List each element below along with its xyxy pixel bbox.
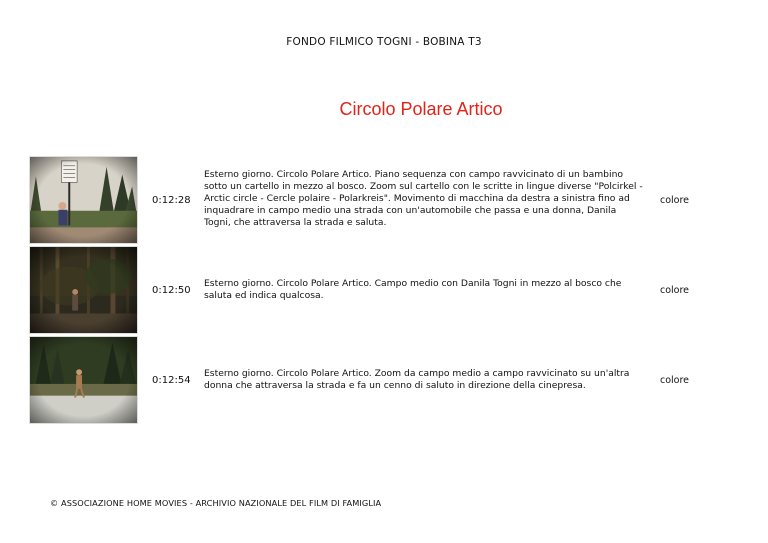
page-title: Circolo Polare Artico [339, 99, 503, 119]
shot-timecode-1: 0:12:28 [152, 195, 191, 206]
shot-description-1: Esterno giorno. Circolo Polare Artico. Piano sequenza con campo ravvicinato di un bambino sotto un cartello in mezzo al bosco. Zoom sul cartello con le scritte in lingue diverse "Polcirkel - Arctic circle - Cercle polaire - Polarkreis". Movimento di macchina da destra a sinistra fino ad inquadrare in campo medio una strada con un'automobile che passa e una donna, Danila Togni, che attraversa la strada e saluta. [204, 169, 643, 228]
copyright-footer: © ASSOCIAZIONE HOME MOVIES - ARCHIVIO NAZIONALE DEL FILM DI FAMIGLIA [50, 498, 382, 508]
shot-color-2: colore [660, 285, 690, 296]
reel-header: FONDO FILMICO TOGNI - BOBINA T3 [286, 36, 482, 48]
shot-color-3: colore [660, 375, 690, 386]
shot-description-2: Esterno giorno. Circolo Polare Artico. Campo medio con Danila Togni in mezzo al bosco che saluta ed indica qualcosa. [204, 278, 622, 301]
shot-thumbnail-3 [29, 336, 138, 424]
shot-description-3: Esterno giorno. Circolo Polare Artico. Zoom da campo medio a campo ravvicinato su un'altra donna che attraversa la strada e fa un cenno di saluto in direzione della cinepresa. [204, 368, 630, 391]
shot-row-3 [0, 336, 768, 424]
shot-color-1: colore [660, 195, 690, 206]
shot-row-1 [0, 156, 768, 244]
shot-thumbnail-1 [29, 156, 138, 244]
shot-timecode-3: 0:12:54 [152, 375, 191, 386]
shot-thumbnail-2 [29, 246, 138, 334]
shot-timecode-2: 0:12:50 [152, 285, 191, 296]
shot-row-2 [0, 246, 768, 334]
